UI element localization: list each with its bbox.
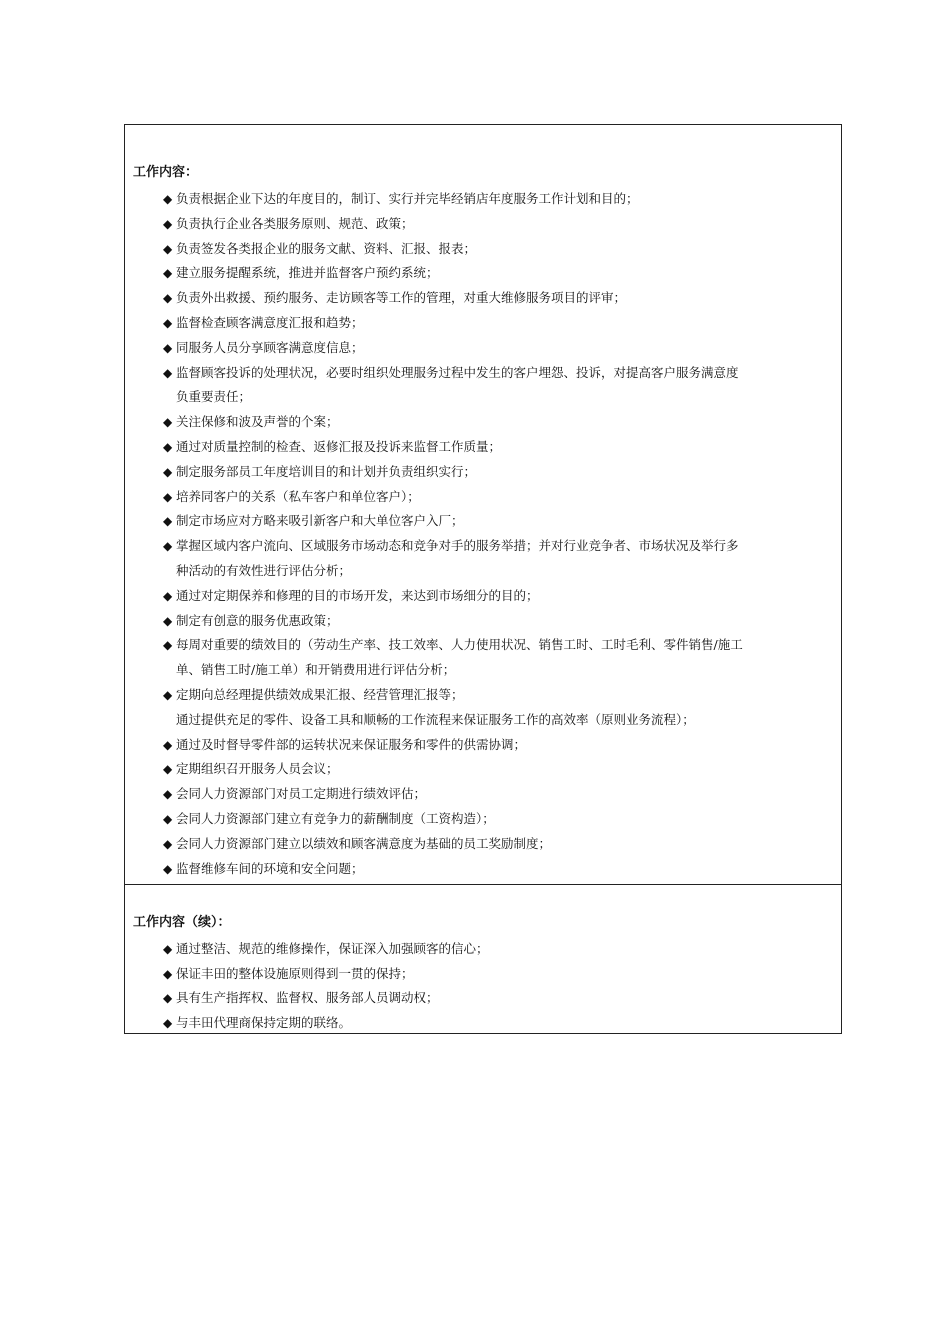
diamond-bullet-icon: ◆: [163, 539, 173, 554]
diamond-bullet-icon: ◆: [163, 192, 173, 206]
list-item: ◆ 通过整洁、规范的维修操作，保证深入加强顾客的信心；: [163, 937, 800, 962]
list-item: ◆ 定期向总经理提供绩效成果汇报、经营管理汇报等；: [163, 683, 800, 708]
work-content-section: [125, 125, 841, 885]
diamond-bullet-icon: ◆: [163, 1015, 173, 1030]
list-item: ◆ 负责执行企业各类服务原则、规范、政策；: [163, 212, 800, 237]
list-item: ◆ 每周对重要的绩效目的（劳动生产率、技工效率、人力使用状况、销售工时、工时毛利、零件销售/施工 单、销售工时/施工单）和开销费用进行评估分析；: [163, 633, 800, 683]
diamond-bullet-icon: ◆: [163, 340, 173, 355]
diamond-bullet-icon: ◆: [163, 291, 173, 306]
list-item: ◆ 保证丰田的整体设施原则得到一贯的保持；: [163, 962, 800, 987]
list-item: ◆ 会同人力资源部门对员工定期进行绩效评估；: [163, 782, 800, 807]
section-title: 工作内容（续）：: [133, 915, 231, 930]
list-item: ◆ 关注保修和波及声誉的个案；: [163, 410, 800, 435]
diamond-bullet-icon: ◆: [163, 241, 173, 256]
diamond-bullet-icon: ◆: [163, 266, 173, 281]
diamond-bullet-icon: ◆: [163, 315, 173, 330]
diamond-bullet-icon: ◆: [163, 216, 173, 231]
list-item: ◆ 培养同客户的关系（私车客户和单位客户）；: [163, 485, 800, 510]
list-item-continuation: 种活动的有效性进行评估分析；: [176, 562, 352, 578]
list-item: ◆ 制定市场应对方略来吸引新客户和大单位客户入厂；: [163, 509, 800, 534]
diamond-bullet-icon: ◆: [163, 514, 173, 529]
list-item: ◆ 建立服务提醒系统，推进并监督客户预约系统；: [163, 261, 800, 286]
list-item: ◆ 掌握区域内客户流向、区域服务市场动态和竞争对手的服务举措；并对行业竞争者、市场状况及举行多 种活动的有效性进行评估分析；: [163, 534, 800, 584]
diamond-bullet-icon: ◆: [163, 638, 173, 653]
diamond-bullet-icon: ◆: [163, 613, 173, 628]
list-item: ◆ 具有生产指挥权、监督权、服务部人员调动权；: [163, 986, 800, 1011]
work-content-continued-list: [125, 937, 800, 1035]
list-item: ◆ 监督维修车间的环境和安全问题；: [163, 857, 800, 882]
list-item: ◆ 会同人力资源部门建立以绩效和顾客满意度为基础的员工奖励制度；: [163, 832, 800, 857]
diamond-bullet-icon: ◆: [163, 415, 173, 430]
diamond-bullet-icon: ◆: [163, 861, 173, 876]
list-item: ◆ 通过及时督导零件部的运转状况来保证服务和零件的供需协调；: [163, 733, 800, 758]
job-description-table: [124, 124, 842, 1034]
diamond-bullet-icon: ◆: [163, 439, 173, 454]
list-item-continuation: 单、销售工时/施工单）和开销费用进行评估分析；: [176, 662, 456, 678]
diamond-bullet-icon: ◆: [163, 966, 173, 981]
list-item: ◆ 监督顾客投诉的处理状况，必要时组织处理服务过程中发生的客户埋怨、投诉，对提高客户服务满意度 负重要责任；: [163, 361, 800, 411]
diamond-bullet-icon: ◆: [163, 464, 173, 479]
work-content-continued-section: [125, 885, 841, 1033]
diamond-bullet-icon: ◆: [163, 942, 173, 956]
list-item-continuation: 负重要责任；: [176, 389, 252, 405]
list-item: ◆ 制定有创意的服务优惠政策；: [163, 609, 800, 634]
list-item: 通过提供充足的零件、设备工具和顺畅的工作流程来保证服务工作的高效率（原则业务流程）；: [176, 711, 695, 727]
work-content-list: [125, 187, 800, 881]
list-item: ◆ 监督检查顾客满意度汇报和趋势；: [163, 311, 800, 336]
diamond-bullet-icon: ◆: [163, 836, 173, 851]
diamond-bullet-icon: ◆: [163, 811, 173, 826]
list-item: ◆ 通过对定期保养和修理的目的市场开发，来达到市场细分的目的；: [163, 584, 800, 609]
diamond-bullet-icon: ◆: [163, 991, 173, 1005]
list-item: ◆ 制定服务部员工年度培训目的和计划并负责组织实行；: [163, 460, 800, 485]
section-title: 工作内容：: [133, 165, 199, 180]
diamond-bullet-icon: ◆: [163, 489, 173, 504]
list-item: ◆ 同服务人员分享顾客满意度信息；: [163, 336, 800, 361]
diamond-bullet-icon: ◆: [163, 365, 173, 380]
list-item: ◆ 会同人力资源部门建立有竞争力的薪酬制度（工资构造）；: [163, 807, 800, 832]
list-item: ◆ 负责外出救援、预约服务、走访顾客等工作的管理，对重大维修服务项目的评审；: [163, 286, 800, 311]
diamond-bullet-icon: ◆: [163, 762, 173, 777]
list-item: ◆ 负责签发各类报企业的服务文献、资料、汇报、报表；: [163, 237, 800, 262]
list-item: ◆ 通过对质量控制的检查、返修汇报及投诉来监督工作质量；: [163, 435, 800, 460]
diamond-bullet-icon: ◆: [163, 737, 173, 752]
list-item: ◆ 定期组织召开服务人员会议；: [163, 757, 800, 782]
diamond-bullet-icon: ◆: [163, 687, 173, 702]
list-item: ◆ 与丰田代理商保持定期的联络。: [163, 1011, 800, 1036]
list-item: ◆ 负责根据企业下达的年度目的，制订、实行并完毕经销店年度服务工作计划和目的；: [163, 187, 800, 212]
diamond-bullet-icon: ◆: [163, 787, 173, 802]
diamond-bullet-icon: ◆: [163, 588, 173, 603]
